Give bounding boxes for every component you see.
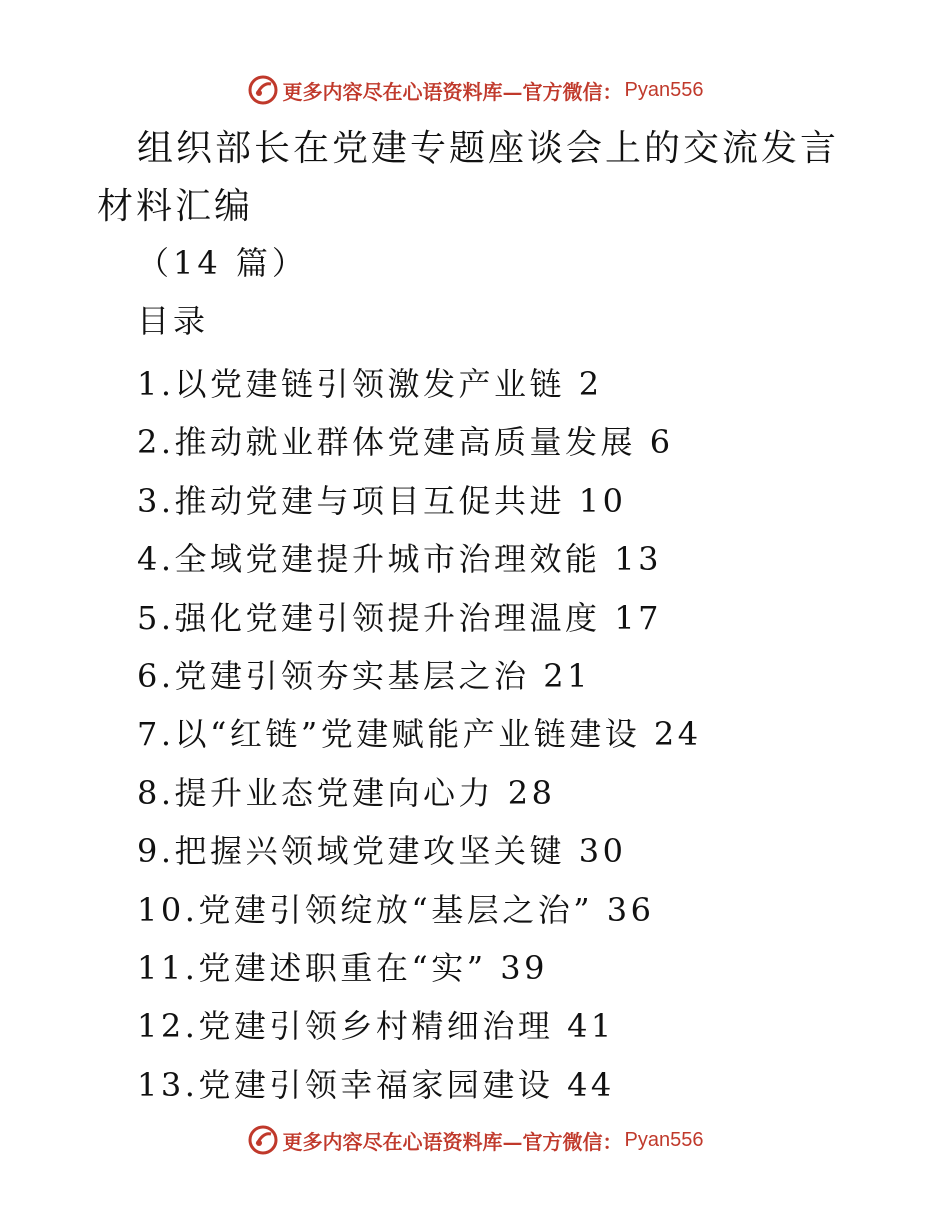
toc-item[interactable]: 4.全域党建提升城市治理效能 13: [137, 540, 662, 579]
toc-item[interactable]: 1.以党建链引领激发产业链 2: [137, 365, 603, 403]
toc-item[interactable]: 11.党建述职重在“实” 39: [137, 948, 549, 987]
toc-item[interactable]: 10.党建引领绽放“基层之治” 36: [137, 890, 655, 929]
table-of-contents: [137, 355, 702, 1114]
article-count: （14 篇）: [137, 244, 308, 282]
toc-item[interactable]: 8.提升业态党建向心力 28: [137, 773, 556, 812]
watermark-logo-icon: [247, 1124, 279, 1156]
document-title: 组织部长在党建专题座谈会上的交流发言材料汇编: [97, 128, 840, 227]
toc-heading: 目录: [137, 302, 210, 340]
toc-item[interactable]: 9.把握兴领域党建攻坚关键 30: [137, 832, 627, 871]
watermark-handle: Pyan556: [624, 1128, 704, 1151]
toc-item[interactable]: 13.党建引领幸福家园建设 44: [137, 1065, 615, 1104]
watermark-text: 更多内容尽在心语资料库—官方微信：: [282, 1129, 623, 1154]
watermark-text: 更多内容尽在心语资料库—官方微信：: [282, 79, 623, 104]
watermark-logo-icon: [247, 74, 279, 106]
toc-item[interactable]: 6.党建引领夯实基层之治 21: [137, 656, 591, 695]
watermark-banner-bottom: [0, 1120, 950, 1160]
toc-item[interactable]: 5.强化党建引领提升治理温度 17: [137, 598, 662, 637]
toc-item[interactable]: 12.党建引领乡村精细治理 41: [137, 1007, 615, 1046]
watermark-handle: Pyan556: [624, 78, 704, 101]
toc-item[interactable]: 3.推动党建与项目互促共进 10: [137, 481, 627, 520]
toc-item[interactable]: 2.推动就业群体党建高质量发展 6: [137, 423, 674, 462]
toc-item[interactable]: 7.以“红链”党建赋能产业链建设 24: [137, 715, 702, 754]
watermark-banner-top: [0, 70, 950, 110]
